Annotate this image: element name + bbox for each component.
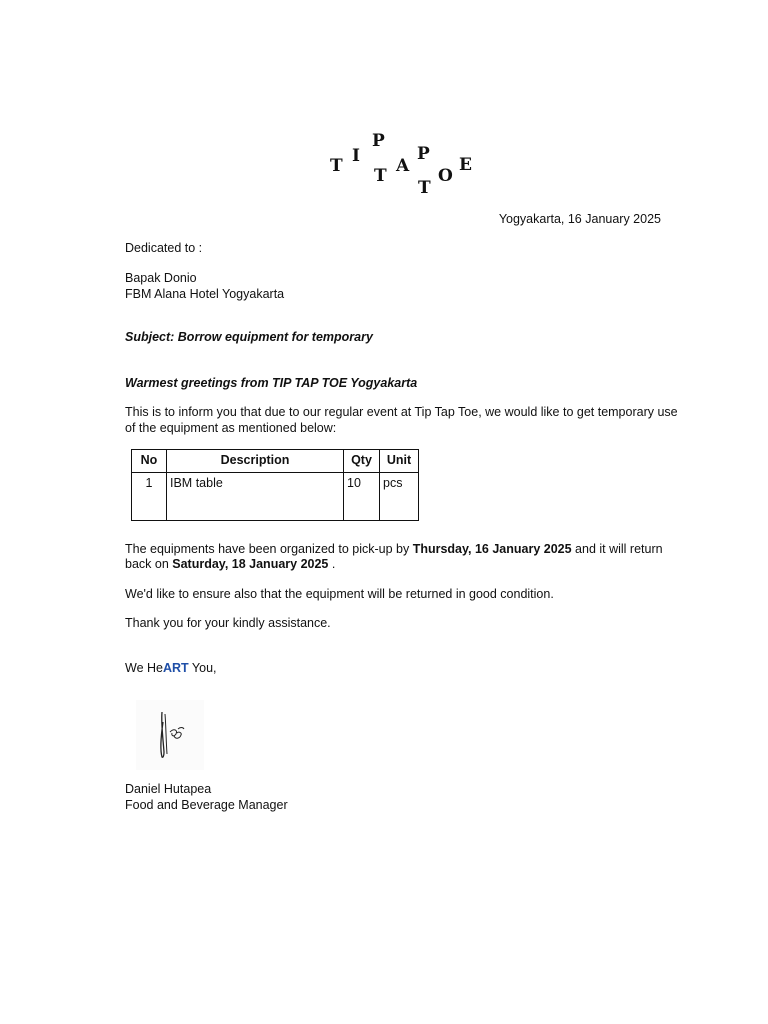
closing-end: You, bbox=[188, 661, 217, 675]
intro-line-2: of the equipment as mentioned below: bbox=[125, 421, 337, 435]
table-row bbox=[132, 473, 419, 521]
thanks-line: Thank you for your kindly assistance. bbox=[125, 616, 331, 630]
return-text: back on bbox=[125, 557, 173, 571]
cell-no: 1 bbox=[132, 473, 167, 521]
condition-line: We'd like to ensure also that the equipment will be returned in good condition. bbox=[125, 587, 554, 601]
return-line bbox=[125, 557, 335, 571]
return-date: Saturday, 18 January 2025 bbox=[172, 557, 329, 571]
signature-image bbox=[136, 700, 204, 770]
return-end: . bbox=[328, 557, 336, 571]
logo-letter: E bbox=[459, 155, 472, 175]
intro-line-1: This is to inform you that due to our regular event at Tip Tap Toe, we would like to get temporary use bbox=[125, 405, 678, 419]
pickup-text: The equipments have been organized to pick-up by bbox=[125, 542, 413, 556]
cell-qty: 10 bbox=[344, 473, 380, 521]
pickup-return-text: and it will return bbox=[571, 542, 663, 556]
col-header-no: No bbox=[132, 450, 167, 473]
dedicated-label: Dedicated to : bbox=[125, 241, 203, 255]
logo-letter: P bbox=[372, 131, 385, 151]
cell-description: IBM table bbox=[167, 473, 344, 521]
logo-letter: T bbox=[330, 156, 343, 176]
pickup-date: Thursday, 16 January 2025 bbox=[412, 542, 572, 556]
cell-unit: pcs bbox=[380, 473, 419, 521]
logo-letter: O bbox=[438, 166, 453, 186]
place-date: Yogyakarta, 16 January 2025 bbox=[498, 212, 661, 226]
logo-letter: A bbox=[396, 156, 410, 176]
col-header-unit: Unit bbox=[380, 450, 419, 473]
signer-name: Daniel Hutapea bbox=[125, 782, 212, 796]
recipient-name: Bapak Donio bbox=[125, 271, 197, 285]
col-header-description: Description bbox=[167, 450, 344, 473]
subject-line: Subject: Borrow equipment for temporary bbox=[125, 330, 373, 344]
greeting: Warmest greetings from TIP TAP TOE Yogyakarta bbox=[125, 376, 418, 390]
recipient-org: FBM Alana Hotel Yogyakarta bbox=[125, 287, 285, 301]
closing-accent: ART bbox=[162, 661, 189, 675]
col-header-qty: Qty bbox=[344, 450, 380, 473]
logo-letter: P bbox=[417, 144, 430, 164]
table-header-row bbox=[132, 450, 419, 473]
logo-letter: T bbox=[418, 178, 431, 198]
signer-title: Food and Beverage Manager bbox=[125, 798, 288, 812]
pickup-line bbox=[125, 542, 663, 556]
closing-start: We He bbox=[125, 661, 163, 675]
logo-letter: I bbox=[352, 146, 360, 166]
closing-line bbox=[125, 661, 217, 675]
logo-letter: T bbox=[374, 166, 387, 186]
equipment-table bbox=[131, 449, 419, 521]
